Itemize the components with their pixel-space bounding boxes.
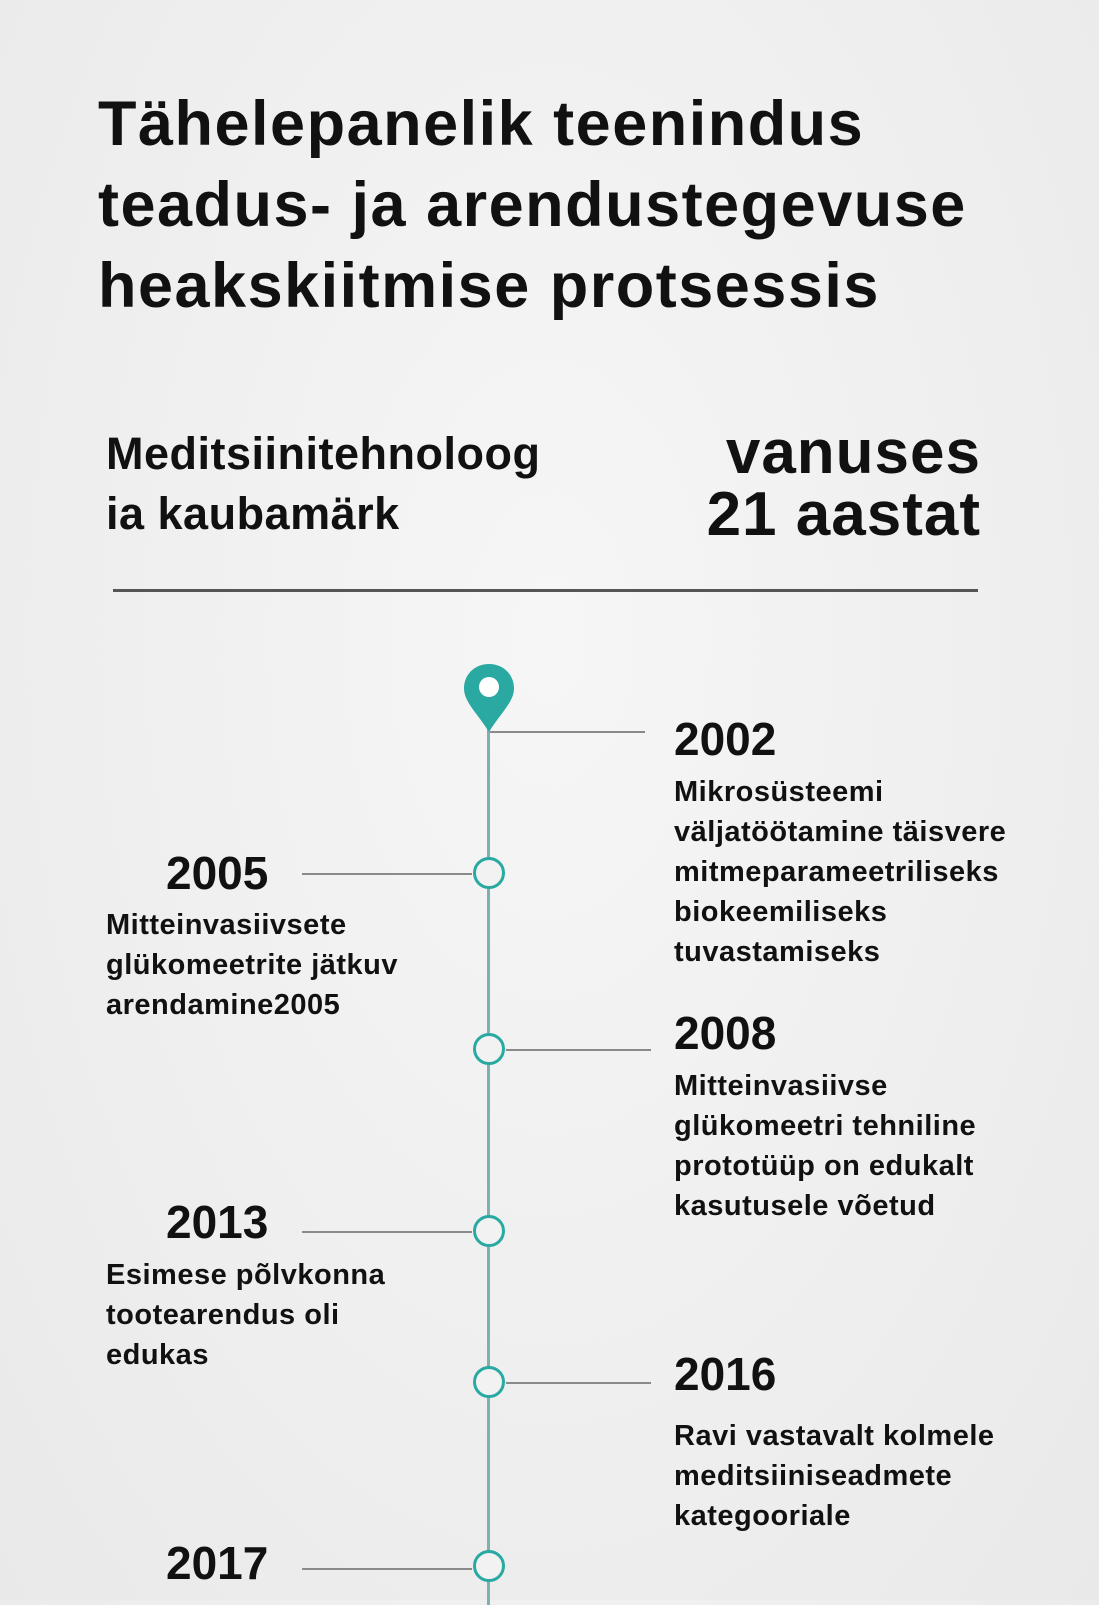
age-line: 21 aastat — [706, 480, 981, 549]
event-connector — [302, 873, 472, 875]
title-line: Tähelepanelik teenindus — [98, 89, 865, 159]
location-pin-icon — [462, 662, 516, 734]
company-subtitle — [106, 424, 540, 544]
event-description — [674, 1416, 995, 1536]
title-line: heakskiitmise protsessis — [98, 251, 880, 321]
event-year: 2005 — [166, 847, 269, 899]
event-description-line: väljatöötamine täisvere — [674, 816, 1007, 848]
event-description-line: prototüüp on edukalt — [674, 1150, 974, 1182]
timeline-node — [473, 1215, 505, 1247]
subtitle-line: ia kaubamärk — [106, 488, 400, 539]
event-description-line: biokeemiliseks — [674, 896, 888, 928]
page-title — [98, 84, 1058, 327]
event-description-line: arendamine2005 — [106, 989, 341, 1021]
timeline-axis — [487, 705, 490, 1605]
event-connector — [506, 1382, 651, 1384]
event-description-line: tootearendus oli — [106, 1299, 340, 1331]
event-connector — [506, 1049, 651, 1051]
event-connector — [490, 731, 645, 733]
event-description-line: kasutusele võetud — [674, 1190, 936, 1222]
event-description-line: Mitteinvasiivse — [674, 1070, 888, 1102]
event-connector — [302, 1231, 472, 1233]
event-year: 2002 — [674, 713, 777, 765]
timeline-node — [473, 1550, 505, 1582]
event-description-line: kategooriale — [674, 1500, 851, 1532]
age-line: vanuses — [725, 418, 981, 487]
event-description-line: Esimese põlvkonna — [106, 1259, 386, 1291]
event-description-line: edukas — [106, 1339, 209, 1371]
event-description-line: tuvastamiseks — [674, 936, 881, 968]
event-connector — [302, 1568, 472, 1570]
timeline-node — [473, 857, 505, 889]
timeline-node — [473, 1033, 505, 1065]
event-description-line: Ravi vastavalt kolmele — [674, 1420, 995, 1452]
timeline-node — [473, 1366, 505, 1398]
event-description-line: glükomeetri tehniline — [674, 1110, 977, 1142]
header-divider — [113, 589, 978, 592]
company-age — [706, 418, 981, 549]
event-year: 2017 — [166, 1537, 269, 1589]
event-year: 2013 — [166, 1196, 269, 1248]
title-line: teadus- ja arendustegevuse — [98, 170, 967, 240]
event-description — [106, 905, 398, 1025]
event-year: 2008 — [674, 1007, 777, 1059]
event-description-line: glükomeetrite jätkuv — [106, 949, 399, 981]
event-year: 2016 — [674, 1348, 777, 1400]
event-description-line: Mitteinvasiivsete — [106, 909, 347, 941]
event-description-line: Mikrosüsteemi — [674, 776, 884, 808]
subtitle-line: Meditsiinitehnoloog — [106, 428, 541, 479]
event-description — [674, 772, 1006, 972]
event-description — [106, 1255, 385, 1375]
event-description — [674, 1066, 976, 1226]
event-description-line: mitmeparameetriliseks — [674, 856, 999, 888]
event-description-line: meditsiiniseadmete — [674, 1460, 953, 1492]
